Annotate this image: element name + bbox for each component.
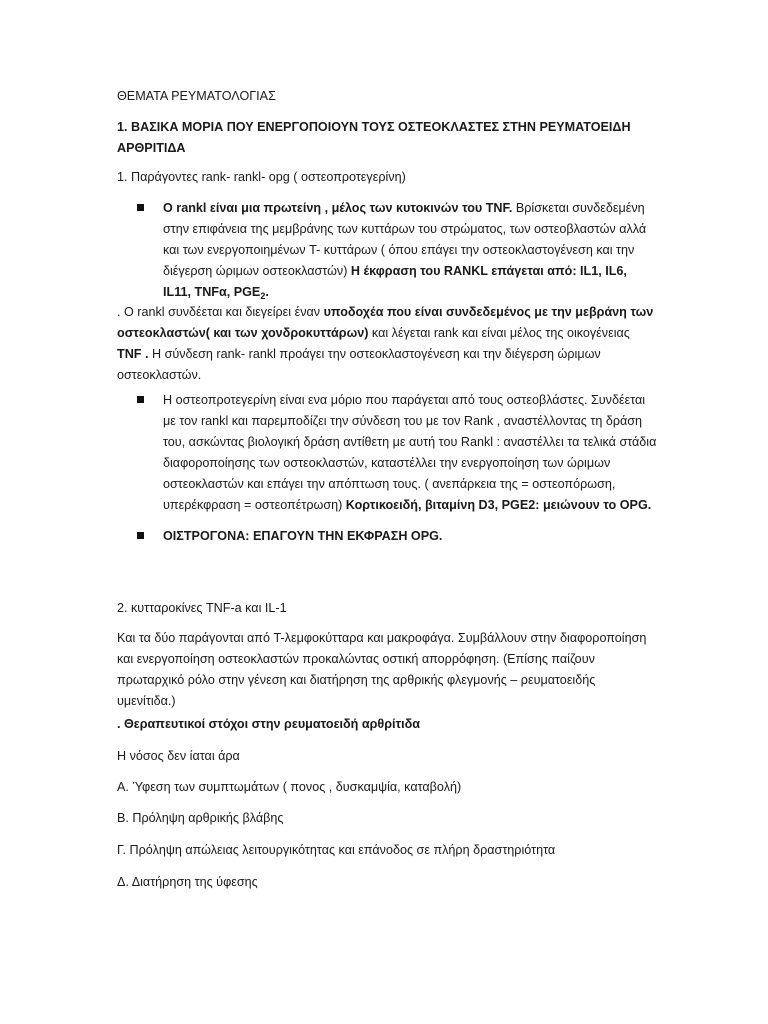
bullet-osteoprotegerin: [117, 390, 657, 516]
target-d: Δ. Διατήρηση της ύφεσης: [117, 875, 258, 889]
target-c: Γ. Πρόληψη απώλειας λειτουργικότητας και επάνοδος σε πλήρη δραστηριότητα: [117, 843, 556, 857]
square-bullet-icon: [137, 396, 144, 403]
therapeutic-targets-heading: . Θεραπευτικοί στόχοι στην ρευματοειδή αρθρίτιδα: [117, 717, 420, 731]
para-part-5: Η σύνδεση rank- rankl προάγει την οστεοκλαστογένεση και την διέγερση ώριμων οστεοκλαστών.: [117, 347, 601, 382]
rankl-definition: Ο rankl είναι μια πρωτείνη , μέλος των κυτοκινών του TNF.: [163, 201, 513, 215]
opg-reducers: Κορτικοειδή, βιταμίνη D3, PGE2: μειώνουν το OPG.: [345, 498, 652, 512]
target-b: Β. Πρόληψη αρθρικής βλάβης: [117, 811, 284, 825]
document-title: ΘΕΜΑΤΑ ΡΕΥΜΑΤΟΛΟΓΙΑΣ: [117, 89, 276, 103]
square-bullet-icon: [137, 532, 144, 539]
bullet-rankl-protein: [117, 198, 657, 303]
rankl-location: Βρίσκεται συνδεδεμένη στην επιφάνεια της μεμβράνης των κυττάρων του στρώματος, των οστεοβλαστών αλλά και των ενεργοποιημένων T- κυττάρων ( όπου επάγει την οστεοκλαστογένεση και την διέγερση ώριμων οστεοκλαστών): [163, 201, 647, 278]
cytokine-paragraph: Και τα δύο παράγονται από T-λεμφοκύτταρα και μακροφάγα. Συμβάλλουν στην διαφοροποίηση και ενεργοποίηση οστεοκλαστών προκαλώντας οστική απορρόφηση. (Επίσης παίζουν πρωταρχικό ρόλο στην γένεση και διατήρηση της αρθρικής φλεγμονής – ρευματοειδής υμενίτιδα.): [117, 631, 647, 708]
para-part-3: και λέγεται rank και είναι μέλος της οικογένειας: [368, 326, 630, 340]
rankl-expression-end: .: [265, 285, 269, 299]
pge-subscript: 2: [260, 291, 266, 301]
section-1-heading: 1. ΒΑΣΙΚΑ ΜΟΡΙΑ ΠΟΥ ΕΝΕΡΓΟΠΟΙΟΥΝ ΤΟΥΣ ΟΣΤΕΟΚΛΑΣΤΕΣ ΣΤΗΝ ΡΕΥΜΑΤΟΕΙΔΗ ΑΡΘΡΙΤΙΔΑ: [117, 120, 631, 155]
incurable-note: Η νόσος δεν ίαται άρα: [117, 749, 240, 763]
rankl-expression: Η έκφραση του RANKL επάγεται από: IL1, IL6, IL11, TNFα, PGE: [163, 264, 627, 299]
target-a: Α. Ύφεση των συμπτωμάτων ( πονος , δυσκαμψία, καταβολή): [117, 780, 462, 794]
para-receptor: υποδοχέα που είναι συνδεδεμένος με την μεβράνη των οστεοκλαστών( και των χονδροκυττάρων): [117, 305, 654, 340]
subsection-rank-factors: 1. Παράγοντες rank- rankl- opg ( οστεοπροτεγερίνη): [117, 170, 406, 184]
rank-binding-paragraph: [117, 302, 657, 386]
square-bullet-icon: [137, 204, 144, 211]
rankl-bullet-list: [117, 198, 657, 303]
section-2-heading: 2. κυτταροκίνες TNF-a και IL-1: [117, 601, 287, 615]
bullet-estrogens: [117, 526, 657, 547]
opg-bullet-list: [117, 390, 657, 547]
opg-description: Η οστεοπροτεγερίνη είναι ενα μόριο που παράγεται από τους οστεοβλάστες. Συνδέεται με τον rankl και παρεμποδίζει την σύνδεση του με τον Rank , αναστέλλοντας τη δράση του, ασκώντας βιολογική δράση αντίθετη με αυτή του Rankl : αναστέλλει τα τελικά στάδια διαφοροποίησης των οστεοκλαστών, καταστέλλει την ενεργοποίηση των ώριμων οστεοκλαστών και επάγει την απόπτωση τους. ( ανεπάρκεια της = οστεοπόρωση, υπερέκφραση = οστεοπέτρωση): [163, 393, 657, 512]
estrogen-note: ΟΙΣΤΡΟΓΟΝΑ: ΕΠΑΓΟΥΝ ΤΗΝ ΕΚΦΡΑΣΗ OPG.: [163, 529, 443, 543]
para-tnf: TNF .: [117, 347, 149, 361]
para-part-1: . Ο rankl συνδέεται και διεγείρει έναν: [117, 305, 324, 319]
